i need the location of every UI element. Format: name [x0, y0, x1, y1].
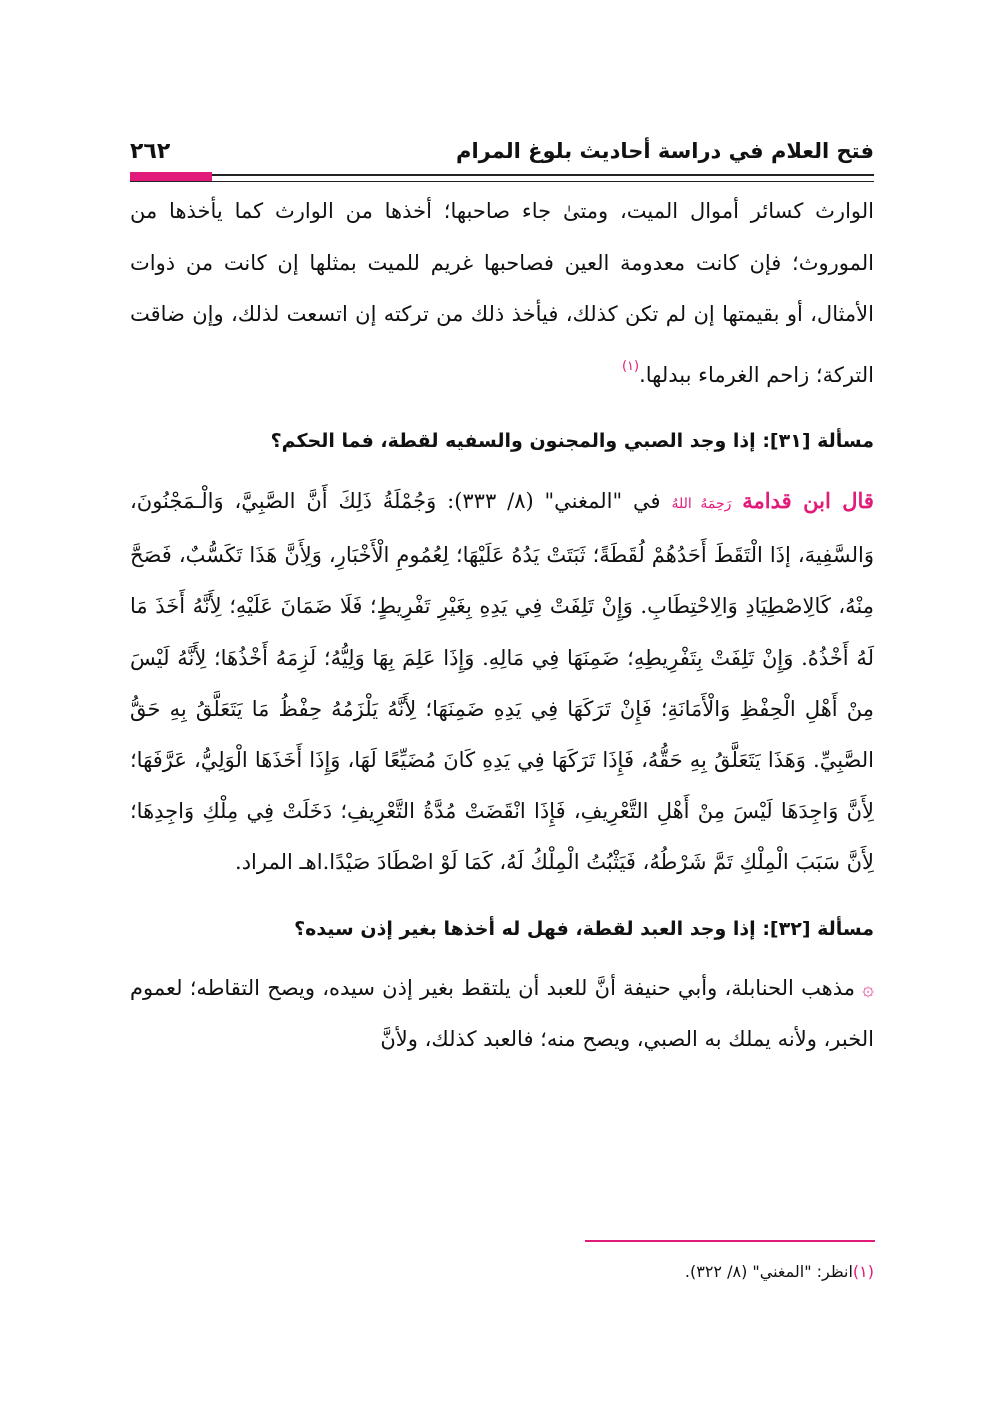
quote-source: في "المغني" (٨/ ٣٣٣):	[447, 489, 661, 513]
footnote-text: انظر: "المغني" (٨/ ٣٢٢).	[684, 1262, 853, 1281]
issue-31-heading	[130, 421, 874, 461]
footnote-ref-1[interactable]: (١)	[621, 358, 640, 374]
page-number: ٢٦٢	[130, 138, 171, 164]
book-title: فتح العلام في دراسة أحاديث بلوغ المرام	[456, 139, 874, 163]
quote-paragraph	[130, 475, 874, 889]
paragraph-1	[130, 186, 874, 401]
running-header	[130, 130, 874, 172]
footnote-1	[130, 1260, 874, 1284]
page-body	[130, 186, 874, 1066]
paragraph-3-text: مذهب الحنابلة، وأبي حنيفة أنَّ للعبد أن يلتقط بغير إذن سيده، ويصح التقاطه؛ لعموم الخبر، ولأنه يملك به الصبي، ويصح منه؛ فالعبد كذلك، ولأنَّ	[130, 975, 874, 1052]
paragraph-1-text: الوارث كسائر أموال الميت، ومتىٰ جاء صاحبها؛ أخذها من الوارث كما يأخذها من الموروث؛ فإن كانت معدومة العين فصاحبها غريم للميت بمثلها إن كانت من ذوات الأمثال، أو بقيمتها إن لم تكن كذلك، فيأخذ ذلك من تركته إن اتسعت لذلك، وإن ضاقت التركة؛ زاحم الغرماء ببدلها.	[130, 199, 874, 387]
issue-31-label: مسألة [٣١]:	[762, 430, 874, 452]
footnote-number: (١)	[852, 1262, 874, 1281]
issue-32-question: إذا وجد العبد لقطة، فهل له أخذها بغير إذن سيده؟	[294, 917, 756, 940]
quote-author: قال ابن قدامة	[742, 488, 874, 513]
paragraph-3	[130, 963, 874, 1066]
quote-ending: اهـ المراد.	[235, 850, 323, 875]
honorific: رَحِمَهُ اللهُ	[671, 496, 732, 512]
flower-ornament-icon: ۞	[862, 975, 875, 1000]
header-accent-bar	[130, 172, 212, 181]
header-rule	[130, 174, 874, 182]
quote-text: وَجُمْلَةُ ذَلِكَ أَنَّ الصَّبِيَّ، وَالْـمَجْنُونَ، وَالسَّفِيهَ، إذَا الْتَقَطَ أَحَدُهُمْ لُقَطَةً؛ ثَبَتَتْ يَدُهُ عَلَيْهَا؛ لِعُمُومِ الْأَخْبَارِ، وَلِأَنَّ هَذَا تَكَسُّبٌ، فَصَحَّ مِنْهُ، كَالِاصْطِيَادِ وَالِاحْتِطَابِ. وَإِنْ تَلِفَتْ فِي يَدِهِ بِغَيْرِ تَفْرِيطٍ؛ فَلَا ضَمَانَ عَلَيْهِ؛ لِأَنَّهُ أَخَذَ مَا لَهُ أَخْذُهُ. وَإِنْ تَلِفَتْ بِتَفْرِيطِهِ؛ ضَمِنَهَا فِي مَالِهِ. وَإِذَا عَلِمَ بِهَا وَلِيُّهُ؛ لَزِمَهُ أَخْذُهَا؛ لِأَنَّهُ لَيْسَ مِنْ أَهْلِ الْحِفْظِ وَالْأَمَانَةِ؛ فَإِنْ تَرَكَهَا فِي يَدِهِ ضَمِنَهَا؛ لِأَنَّهُ يَلْزَمُهُ حِفْظُ مَا يَتَعَلَّقُ بِهِ حَقُّ الصَّبِيِّ. وَهَذَا يَتَعَلَّقُ بِهِ حَقُّهُ، فَإِذَا تَرَكَهَا فِي يَدِهِ كَانَ مُضَيِّعًا لَهَا، وَإِذَا أَخَذَهَا الْوَلِيُّ، عَرَّفَهَا؛ لِأَنَّ وَاجِدَهَا لَيْسَ مِنْ أَهْلِ التَّعْرِيفِ، فَإِذَا انْقَضَتْ مُدَّةُ التَّعْرِيفِ؛ دَخَلَتْ فِي مِلْكِ وَاجِدِهَا؛ لِأَنَّ سَبَبَ الْمِلْكِ تَمَّ شَرْطُهُ، فَيَثْبُتُ الْمِلْكُ لَهُ، كَمَا لَوْ اصْطَادَ صَيْدًا.	[130, 489, 874, 875]
issue-32-label: مسألة [٣٢]:	[762, 917, 874, 940]
footnote-separator	[585, 1240, 875, 1242]
issue-32-heading	[130, 909, 874, 949]
issue-31-question: إذا وجد الصبي والمجنون والسفيه لقطة، فما الحكم؟	[270, 430, 756, 452]
